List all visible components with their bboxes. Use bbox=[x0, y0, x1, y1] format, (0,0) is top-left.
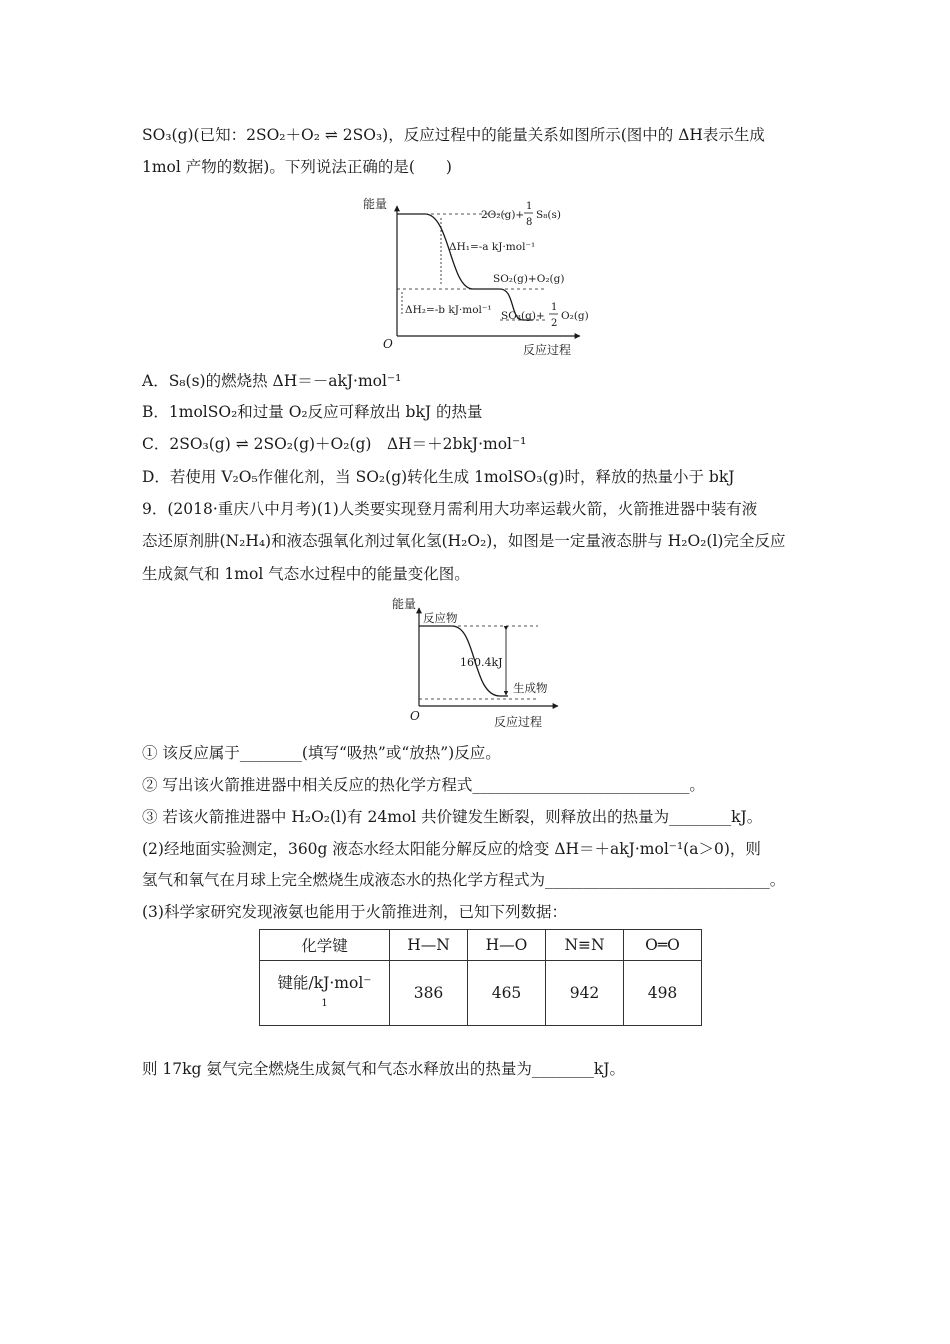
origin-label: O bbox=[383, 337, 393, 351]
sub-q1: ① 该反应属于________(填写“吸热”或“放热”)反应。 bbox=[142, 744, 501, 762]
level-top-tail: S₈(s) bbox=[536, 209, 561, 221]
y-axis-label: 能量 bbox=[363, 197, 388, 211]
bond-energy-table bbox=[259, 929, 702, 1026]
q8-line1: SO₃(g)(已知：2SO₂＋O₂ ⇌ 2SO₃)，反应过程中的能量关系如图所示(图中的 ΔH表示生成 bbox=[142, 126, 765, 144]
option-d: D．若使用 V₂O₅作催化剂，当 SO₂(g)转化生成 1molSO₃(g)时，释放的热量小于 bkJ bbox=[142, 468, 735, 486]
value-cell: 465 bbox=[468, 961, 546, 1026]
dh1-label: ΔH₁=-a kJ·mol⁻¹ bbox=[449, 241, 536, 253]
level-top-label: 2O₂(g)+ bbox=[481, 209, 525, 221]
sub-q3: ③ 若该火箭推进器中 H₂O₂(l)有 24mol 共价键发生断裂，则释放出的热量为________kJ。 bbox=[142, 808, 763, 826]
table-header-row bbox=[260, 930, 702, 961]
frac2-num: 1 bbox=[551, 302, 558, 313]
y-axis-label: 能量 bbox=[392, 597, 417, 611]
energy-label: 160.4kJ bbox=[460, 656, 503, 669]
energy-diagram-hydrazine bbox=[362, 592, 562, 732]
value-cell: 942 bbox=[546, 961, 624, 1026]
option-b: B．1molSO₂和过量 O₂反应可释放出 bkJ 的热量 bbox=[142, 403, 483, 421]
final-question: 则 17kg 氨气完全燃烧生成氮气和气态水释放出的热量为________kJ。 bbox=[142, 1060, 625, 1078]
header-cell: H—O bbox=[468, 930, 546, 961]
sub-q2: ② 写出该火箭推进器中相关反应的热化学方程式____________________________。 bbox=[142, 776, 705, 794]
frac2-den: 2 bbox=[551, 318, 558, 329]
part2-line2: 氢气和氧气在月球上完全燃烧生成液态水的热化学方程式为_____________________________。 bbox=[142, 871, 786, 889]
header-cell: H—N bbox=[390, 930, 468, 961]
q9-line2: 态还原剂肼(N₂H₄)和液态强氧化剂过氧化氢(H₂O₂)，如图是一定量液态肼与 H₂O₂(l)完全反应 bbox=[142, 532, 786, 550]
level-mid-label: SO₂(g)+O₂(g) bbox=[493, 273, 565, 285]
x-axis-label: 反应过程 bbox=[523, 343, 572, 357]
q8-line2: 1mol 产物的数据)。下列说法正确的是( ) bbox=[142, 158, 452, 176]
row-label-cell bbox=[260, 961, 390, 1026]
energy-diagram-so2 bbox=[355, 188, 615, 358]
option-a: A．S₈(s)的燃烧热 ΔH＝－akJ·mol⁻¹ bbox=[142, 372, 402, 390]
reactant-label: 反应物 bbox=[423, 611, 458, 625]
header-cell: 化学键 bbox=[260, 930, 390, 961]
origin-label: O bbox=[410, 709, 420, 723]
q9-line1: 9．(2018·重庆八中月考)(1)人类要实现登月需利用大功率运载火箭，火箭推进器中装有液 bbox=[142, 500, 758, 518]
q9-line3: 生成氮气和 1mol 气态水过程中的能量变化图。 bbox=[142, 565, 470, 583]
level-bottom-tail: O₂(g) bbox=[561, 310, 589, 322]
table-row bbox=[260, 961, 702, 1026]
frac-num: 1 bbox=[526, 201, 533, 212]
part3-line: (3)科学家研究发现液氨也能用于火箭推进剂，已知下列数据： bbox=[142, 903, 567, 921]
value-cell: 498 bbox=[624, 961, 702, 1026]
option-c: C．2SO₃(g) ⇌ 2SO₂(g)＋O₂(g) ΔH＝＋2bkJ·mol⁻¹ bbox=[142, 435, 527, 453]
row-label-main: 键能/kJ·mol⁻ bbox=[277, 974, 372, 992]
dh2-label: ΔH₂=-b kJ·mol⁻¹ bbox=[405, 304, 492, 316]
level-bottom-label: SO₃(g)+ bbox=[501, 310, 545, 322]
header-cell: N≡N bbox=[546, 930, 624, 961]
part2-line1: (2)经地面实验测定，360g 液态水经太阳能分解反应的焓变 ΔH＝＋akJ·mol⁻¹(a＞0)，则 bbox=[142, 840, 761, 858]
frac-den: 8 bbox=[526, 217, 533, 228]
x-axis-label: 反应过程 bbox=[494, 715, 543, 729]
row-label-tail: 1 bbox=[321, 998, 328, 1009]
product-label: 生成物 bbox=[513, 681, 548, 695]
header-cell: O═O bbox=[624, 930, 702, 961]
value-cell: 386 bbox=[390, 961, 468, 1026]
